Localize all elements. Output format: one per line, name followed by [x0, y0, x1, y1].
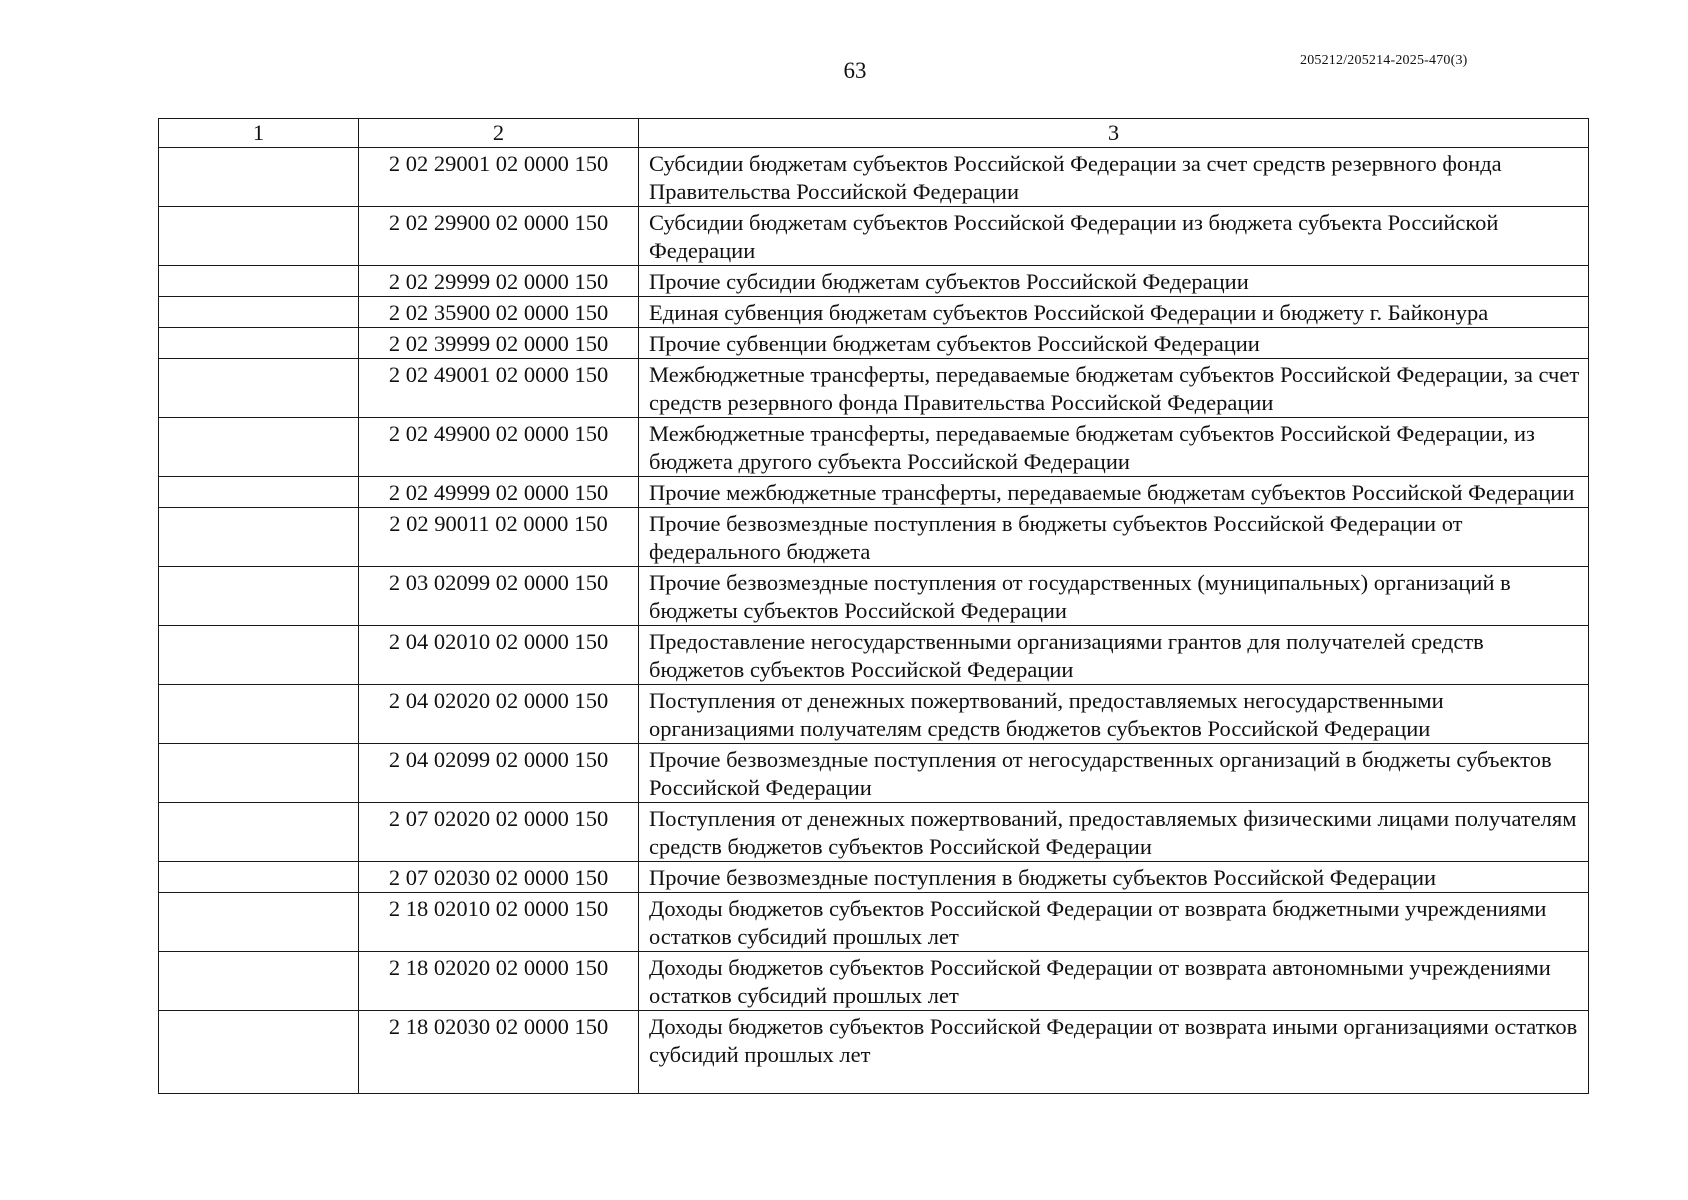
- table-row: [159, 297, 1589, 328]
- income-code: 2 04 02010 02 0000 150: [359, 626, 639, 685]
- table-row: [159, 567, 1589, 626]
- income-code: 2 02 29900 02 0000 150: [359, 207, 639, 266]
- income-description: Прочие межбюджетные трансферты, передаваемые бюджетам субъектов Российской Федерации: [639, 477, 1589, 508]
- empty-cell: [159, 567, 359, 626]
- income-code: 2 04 02099 02 0000 150: [359, 744, 639, 803]
- income-code: 2 02 90011 02 0000 150: [359, 508, 639, 567]
- table-row: [159, 952, 1589, 1011]
- income-code: 2 18 02030 02 0000 150: [359, 1011, 639, 1094]
- empty-cell: [159, 744, 359, 803]
- income-code: 2 07 02020 02 0000 150: [359, 803, 639, 862]
- income-description: Межбюджетные трансферты, передаваемые бюджетам субъектов Российской Федерации, за счет средств резервного фонда Правительства Российской Федерации: [639, 359, 1589, 418]
- budget-classification-table: [158, 118, 1589, 1094]
- income-code: 2 02 35900 02 0000 150: [359, 297, 639, 328]
- income-description: Прочие субвенции бюджетам субъектов Российской Федерации: [639, 328, 1589, 359]
- income-description: Предоставление негосударственными организациями грантов для получателей средств бюджетов субъектов Российской Федерации: [639, 626, 1589, 685]
- empty-cell: [159, 477, 359, 508]
- empty-cell: [159, 893, 359, 952]
- table-row: [159, 862, 1589, 893]
- table-row: [159, 685, 1589, 744]
- empty-cell: [159, 862, 359, 893]
- table-row: [159, 148, 1589, 207]
- empty-cell: [159, 952, 359, 1011]
- income-code: 2 02 49900 02 0000 150: [359, 418, 639, 477]
- table-row: [159, 418, 1589, 477]
- table-row: [159, 803, 1589, 862]
- table-row: [159, 744, 1589, 803]
- empty-cell: [159, 297, 359, 328]
- page-number: 63: [843, 58, 867, 83]
- income-description: Субсидии бюджетам субъектов Российской Федерации из бюджета субъекта Российской Федерации: [639, 207, 1589, 266]
- income-description: Межбюджетные трансферты, передаваемые бюджетам субъектов Российской Федерации, из бюджета другого субъекта Российской Федерации: [639, 418, 1589, 477]
- column-header-1: 1: [159, 119, 359, 148]
- income-code: 2 18 02020 02 0000 150: [359, 952, 639, 1011]
- income-description: Поступления от денежных пожертвований, предоставляемых негосударственными организациями получателям средств бюджетов субъектов Российской Федерации: [639, 685, 1589, 744]
- table-row: [159, 626, 1589, 685]
- income-code: 2 07 02030 02 0000 150: [359, 862, 639, 893]
- document-id: 205212/205214-2025-470(3): [1300, 53, 1468, 68]
- income-code: 2 18 02010 02 0000 150: [359, 893, 639, 952]
- income-description: Прочие субсидии бюджетам субъектов Российской Федерации: [639, 266, 1589, 297]
- table-row: [159, 266, 1589, 297]
- income-code: 2 02 29999 02 0000 150: [359, 266, 639, 297]
- table-row: [159, 359, 1589, 418]
- table-row: [159, 893, 1589, 952]
- income-description: Прочие безвозмездные поступления от государственных (муниципальных) организаций в бюджеты субъектов Российской Федерации: [639, 567, 1589, 626]
- empty-cell: [159, 207, 359, 266]
- income-code: 2 02 49001 02 0000 150: [359, 359, 639, 418]
- empty-cell: [159, 148, 359, 207]
- table-row: [159, 328, 1589, 359]
- empty-cell: [159, 1011, 359, 1094]
- income-description: Прочие безвозмездные поступления в бюджеты субъектов Российской Федерации от федерального бюджета: [639, 508, 1589, 567]
- empty-cell: [159, 803, 359, 862]
- table-header-row: [159, 119, 1589, 148]
- income-code: 2 02 39999 02 0000 150: [359, 328, 639, 359]
- income-description: Поступления от денежных пожертвований, предоставляемых физическими лицами получателям средств бюджетов субъектов Российской Федерации: [639, 803, 1589, 862]
- income-description: Доходы бюджетов субъектов Российской Федерации от возврата иными организациями остатков субсидий прошлых лет: [639, 1011, 1589, 1094]
- table-row: [159, 508, 1589, 567]
- income-description: Прочие безвозмездные поступления от негосударственных организаций в бюджеты субъектов Российской Федерации: [639, 744, 1589, 803]
- income-description: Единая субвенция бюджетам субъектов Российской Федерации и бюджету г. Байконура: [639, 297, 1589, 328]
- income-code: 2 03 02099 02 0000 150: [359, 567, 639, 626]
- empty-cell: [159, 328, 359, 359]
- empty-cell: [159, 508, 359, 567]
- empty-cell: [159, 685, 359, 744]
- table-row: [159, 207, 1589, 266]
- empty-cell: [159, 626, 359, 685]
- income-description: Доходы бюджетов субъектов Российской Федерации от возврата автономными учреждениями остатков субсидий прошлых лет: [639, 952, 1589, 1011]
- income-description: Доходы бюджетов субъектов Российской Федерации от возврата бюджетными учреждениями остатков субсидий прошлых лет: [639, 893, 1589, 952]
- table-row: [159, 477, 1589, 508]
- income-code: 2 02 29001 02 0000 150: [359, 148, 639, 207]
- empty-cell: [159, 359, 359, 418]
- column-header-2: 2: [359, 119, 639, 148]
- table-row: [159, 1011, 1589, 1094]
- income-code: 2 04 02020 02 0000 150: [359, 685, 639, 744]
- empty-cell: [159, 266, 359, 297]
- column-header-3: 3: [639, 119, 1589, 148]
- income-code: 2 02 49999 02 0000 150: [359, 477, 639, 508]
- empty-cell: [159, 418, 359, 477]
- income-description: Субсидии бюджетам субъектов Российской Федерации за счет средств резервного фонда Правительства Российской Федерации: [639, 148, 1589, 207]
- table-container: [158, 118, 1588, 1094]
- income-description: Прочие безвозмездные поступления в бюджеты субъектов Российской Федерации: [639, 862, 1589, 893]
